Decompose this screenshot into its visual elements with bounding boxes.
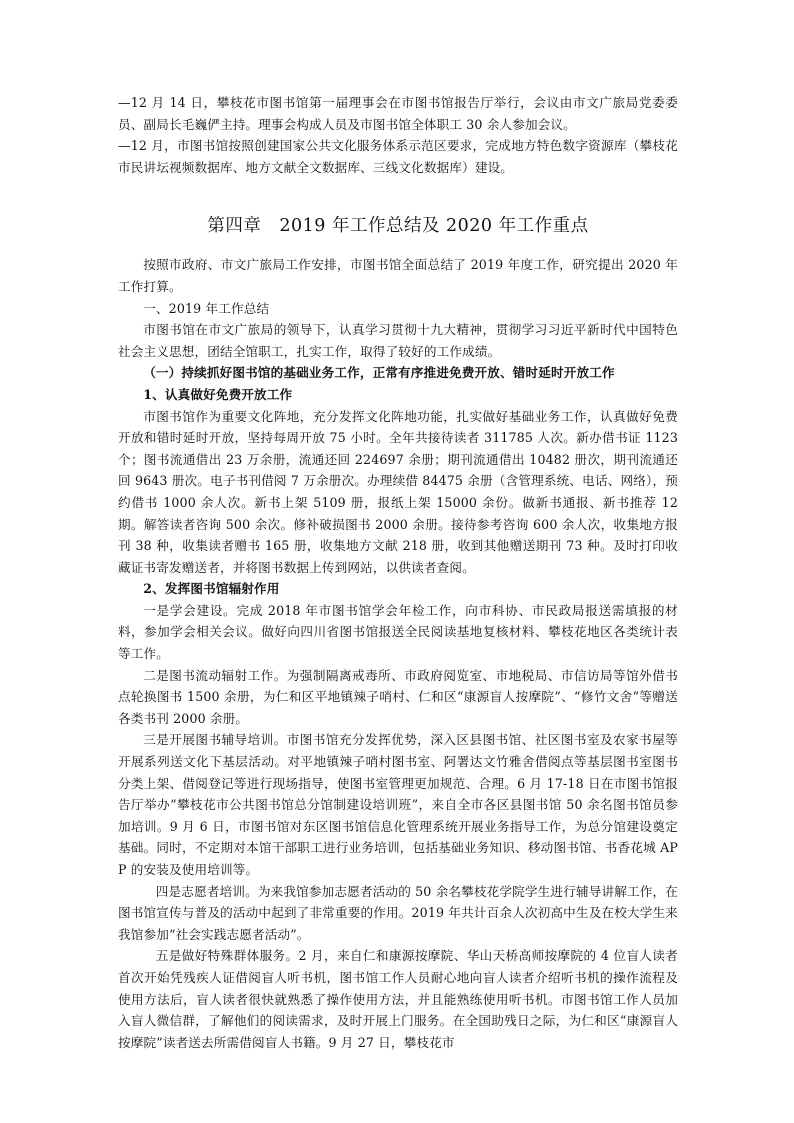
body-paragraph-volunteers: 四是志愿者培训。为来我馆参加志愿者活动的 50 余名攀枝花学院学生进行辅导讲解工作，在图书馆宣传与普及的活动中起到了非常重要的作用。2019 年共计百余人次初高中生及在校大学生来我馆参加“社会实践志愿者活动”。 — [118, 883, 678, 942]
body-paragraph-free-opening: 市图书馆作为重要文化阵地，充分发挥文化阵地功能，扎实做好基础业务工作，认真做好免费开放和错时延时开放，坚持每周开放 75 小时。全年共接待读者 311785 人次。新办借书证 1123 个；图书流通借出 23 万余册，流通还回 224697 余册；期刊流通借出 10482 册次，期刊流通还回 9643 册次。电子书刊借阅 7 万余册次。办理续借 84475 余册（含管理系统、电话、网络），预约借书 1000 余人次。新书上架 5109 册，报纸上架 15000 余份。做新书通报、新书推荐 12 期。解答读者咨询 500 余次。修补破损图书 2000 余册。接待参考咨询 600 余人次，收集地方报刊 38 种，收集读者赠书 165 册，收集地方文献 218 册，收到其他赠送期刊 73 种。及时打印收藏证书寄发赠送者，并将图书数据上传到网站，以供读者查阅。 — [118, 408, 678, 575]
body-paragraph-special-groups: 五是做好特殊群体服务。2 月，来自仁和康源按摩院、华山天桥高师按摩院的 4 位盲人读者首次开始凭残疾人证借阅盲人听书机，图书馆工作人员耐心地向盲人读者介绍听书机的操作流程及使用方法后，盲人读者很快就熟悉了操作使用方法，并且能熟练使用听书机。市图书馆工作人员加入盲人微信群，了解他们的阅读需求，及时开展上门服务。在全国助残日之际，为仁和区“康源盲人按摩院”读者送去所需借阅盲人书籍。9 月 27 日，攀枝花市 — [118, 948, 678, 1050]
section-heading-2019-summary: 一、2019 年工作总结 — [143, 300, 270, 316]
intro-paragraph-2: —12 月，市图书馆按照创建国家公共文化服务体系示范区要求，完成地方特色数字资源库（攀枝花市民讲坛视频数据库、地方文献全文数据库、三线文化数据库）建设。 — [118, 138, 678, 175]
subheading-free-opening: 1、认真做好免费开放工作 — [143, 386, 293, 402]
body-paragraph-society: 一是学会建设。完成 2018 年市图书馆学会年检工作，向市科协、市民政局报送需填报的材料，参加学会相关会议。做好向四川省图书馆报送全民阅读基地复核材料、攀枝花地区各类统计表等工作。 — [118, 602, 678, 662]
subsection-heading-1: （一）持续抓好图书馆的基础业务工作，正常有序推进免费开放、错时延时开放工作 — [143, 365, 615, 381]
body-paragraph-training: 三是开展图书辅导培训。市图书馆充分发挥优势，深入区县图书馆、社区图书室及农家书屋等开展系列送文化下基层活动。对平地镇辣子哨村图书室、阿署达文竹雅舍借阅点等基层图书室图书分类上架、借阅登记等进行现场指导，使图书室管理更加规范、合理。6 月 17-18 日在市图书馆报告厅举办“攀枝花市公共图书馆总分馆制建设培训班”，来自全市各区县图书馆 50 余名图书馆员参加培训。9 月 6 日，市图书馆对东区图书馆信息化管理系统开展业务指导工作，为总分馆建设奠定基础。同时，不定期对本馆干部职工进行业务培训，包括基础业务知识、移动图书馆、书香花城 APP 的安装及使用培训等。 — [118, 732, 678, 877]
subheading-radiation: 2、发挥图书馆辐射作用 — [143, 581, 280, 597]
body-paragraph-circulation: 二是图书流动辐射工作。为强制隔离戒毒所、市政府阅览室、市地税局、市信访局等馆外借书点轮换图书 1500 余册，为仁和区平地镇辣子哨村、仁和区“康源盲人按摩院”、“修竹文舍”等赠送各类书刊 2000 余册。 — [118, 667, 678, 726]
body-paragraph-1: 按照市政府、市文广旅局工作安排，市图书馆全面总结了 2019 年度工作，研究提出 2020 年工作打算。 — [118, 257, 678, 294]
body-paragraph-2: 市图书馆在市文广旅局的领导下，认真学习贯彻十九大精神，贯彻学习习近平新时代中国特色社会主义思想，团结全馆职工，扎实工作，取得了较好的工作成绩。 — [118, 322, 678, 359]
intro-paragraph-1: —12 月 14 日，攀枝花市图书馆第一届理事会在市图书馆报告厅举行，会议由市文广旅局党委委员、副局长毛巍俨主持。理事会构成人员及市图书馆全体职工 30 余人参加会议。 — [118, 95, 678, 132]
document-page — [118, 92, 678, 1053]
chapter-title: 第四章 2019 年工作总结及 2020 年工作重点 — [207, 216, 589, 237]
